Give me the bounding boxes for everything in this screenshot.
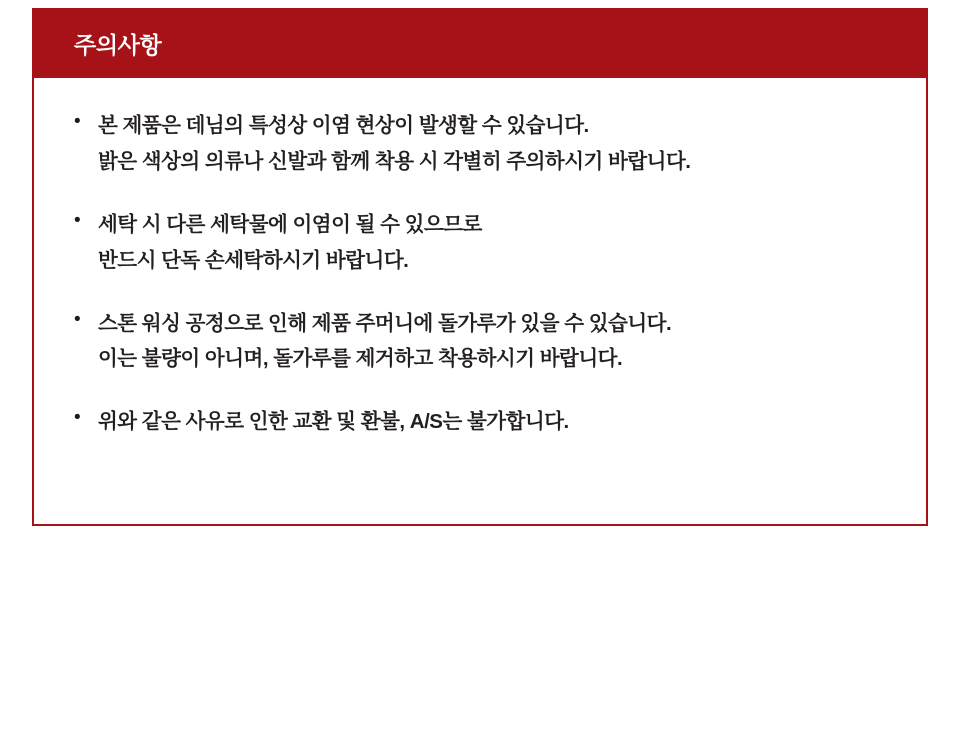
bullet-icon: • (74, 111, 81, 132)
list-item (74, 108, 886, 180)
bullet-icon: • (74, 308, 81, 330)
list-item-line: 스톤 워싱 공정으로 인해 제품 주머니에 돌가루가 있을 수 있습니다. (98, 311, 672, 335)
list-item-text (98, 404, 886, 440)
bullet-icon: • (74, 407, 81, 429)
list-item-line: 본 제품은 데님의 특성상 이염 현상이 발생할 수 있습니다. (98, 114, 589, 137)
notice-card (32, 8, 928, 526)
list-item-line: 이는 불량이 아니며, 돌가루를 제거하고 착용하시기 바랍니다. (98, 347, 623, 371)
list-item (74, 306, 886, 378)
list-item-line: 반드시 단독 손세탁하시기 바랍니다. (98, 248, 409, 272)
list-item-line: 세탁 시 다른 세탁물에 이염이 될 수 있으므로 (98, 212, 482, 236)
list-item-text (98, 108, 886, 180)
notice-list (74, 108, 886, 440)
list-item (74, 404, 886, 440)
list-item (74, 207, 886, 279)
notice-body (32, 78, 928, 526)
list-item-line: 밝은 색상의 의류나 신발과 함께 착용 시 각별히 주의하시기 바랍니다. (98, 149, 691, 173)
notice-header-title: 주의사항 (74, 31, 162, 58)
list-item-text (98, 306, 886, 378)
notice-header (32, 8, 928, 78)
list-item-line: 위와 같은 사유로 인한 교환 및 환불, A/S는 불가합니다. (98, 410, 569, 434)
list-item-text (98, 207, 886, 279)
bullet-icon: • (74, 209, 81, 231)
